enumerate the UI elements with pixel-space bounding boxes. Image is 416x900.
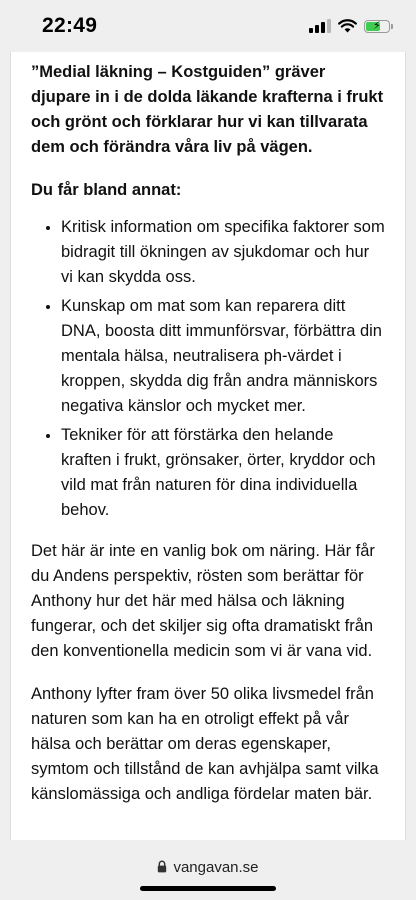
list-item: • Kunskap om mat som kan reparera ditt DNA, boosta ditt immunförsvar, förbättra din mentala hälsa, neutralisera ph-värdet i kroppen, skydda dig från andra människors negativa känslor och mycket mer. bbox=[61, 294, 385, 419]
lead-paragraph: ”Medial läkning – Kostguiden” gräver djupare in i de dolda läkande krafterna i frukt och grönt och förklarar hur vi kan tillvarata dem och förändra våra liv på vägen. bbox=[31, 63, 384, 156]
body-paragraph-1: Det här är inte en vanlig bok om näring. Här får du Andens perspektiv, rösten som berättar för Anthony hur det här med hälsa och läkning fungerar, och det skiljer sig ofta dramatiskt från den konventionella medicin som vi är vana vid. bbox=[31, 542, 375, 660]
benefit-list bbox=[31, 215, 385, 523]
address-bar[interactable] bbox=[0, 848, 416, 900]
lock-icon bbox=[157, 860, 167, 873]
home-indicator[interactable] bbox=[140, 886, 276, 891]
status-bar bbox=[0, 0, 416, 52]
article-content bbox=[10, 52, 406, 840]
url-text: vangavan.se bbox=[173, 859, 259, 876]
battery-charging-icon: ⚡ bbox=[364, 20, 390, 33]
status-icons bbox=[309, 16, 390, 36]
list-item: • Kritisk information om specifika faktorer som bidragit till ökningen av sjukdomar och hur vi kan skydda oss. bbox=[61, 215, 385, 290]
list-item: • Tekniker för att förstärka den helande kraften i frukt, grönsaker, örter, kryddor och vild mat från naturen för dina individuella behov. bbox=[61, 423, 385, 523]
url-display[interactable] bbox=[0, 859, 416, 876]
status-time: 22:49 bbox=[42, 14, 98, 37]
cellular-signal-icon bbox=[309, 19, 331, 33]
wifi-icon bbox=[338, 19, 357, 33]
body-paragraph-2: Anthony lyfter fram över 50 olika livsmedel från naturen som kan ha en otroligt effekt på vår hälsa och berättar om deras egenskaper, symtom och tillstånd de kan avhjälpa samt vilka känslomässiga och andliga fördelar maten bär. bbox=[31, 685, 379, 803]
list-heading: Du får bland annat: bbox=[31, 181, 182, 199]
